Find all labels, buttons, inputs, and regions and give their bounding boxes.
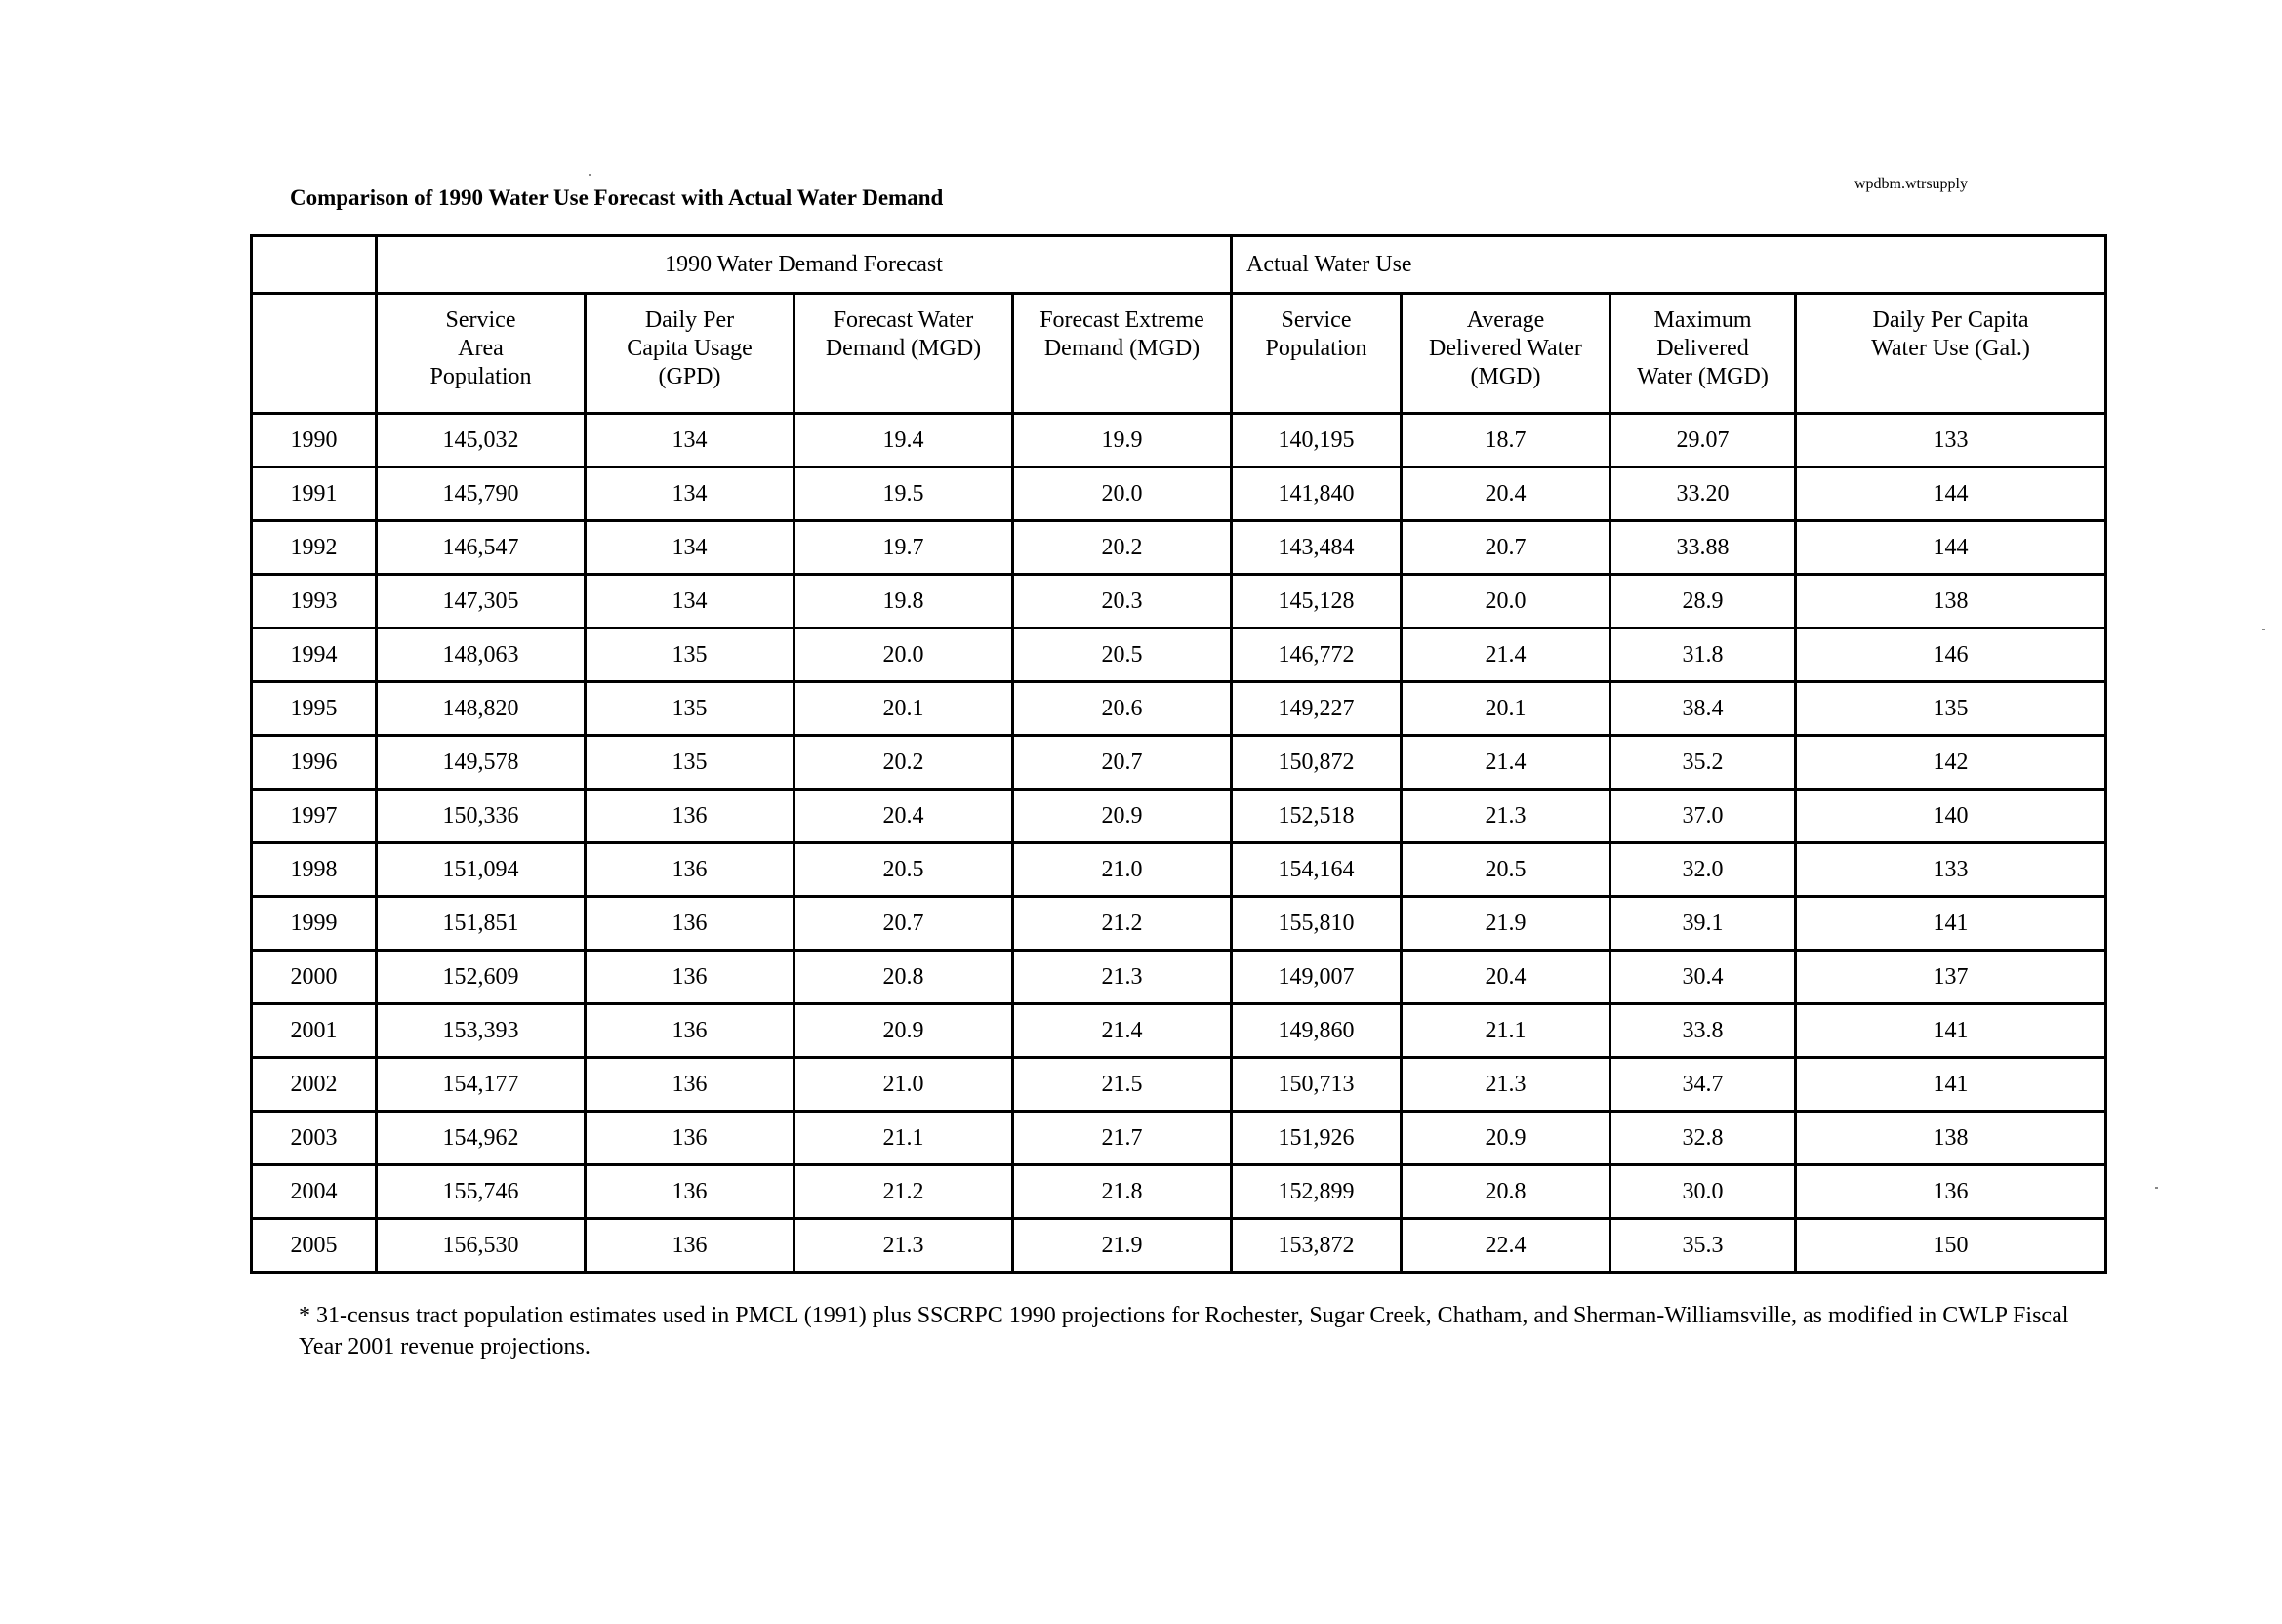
table-cell: 20.1	[795, 682, 1013, 736]
table-cell: 145,128	[1232, 575, 1402, 629]
table-cell: 21.1	[795, 1112, 1013, 1165]
table-cell: 18.7	[1402, 414, 1610, 467]
year-cell: 2004	[252, 1165, 377, 1219]
table-cell: 29.07	[1610, 414, 1796, 467]
table-cell: 38.4	[1610, 682, 1796, 736]
table-cell: 134	[586, 575, 795, 629]
table-cell: 20.1	[1402, 682, 1610, 736]
table-cell: 153,393	[377, 1004, 586, 1058]
group-header-row	[252, 236, 2106, 294]
table-row	[252, 575, 2106, 629]
table-cell: 20.6	[1013, 682, 1232, 736]
table-cell: 21.1	[1402, 1004, 1610, 1058]
year-cell: 2001	[252, 1004, 377, 1058]
table-cell: 151,851	[377, 897, 586, 951]
table-cell: 143,484	[1232, 521, 1402, 575]
table-row	[252, 790, 2106, 843]
table-cell: 136	[586, 1004, 795, 1058]
year-cell: 2003	[252, 1112, 377, 1165]
table-cell: 32.0	[1610, 843, 1796, 897]
table-cell: 153,872	[1232, 1219, 1402, 1273]
table-cell: 20.7	[1402, 521, 1610, 575]
column-header: Daily Per Capita Water Use (Gal.)	[1796, 294, 2106, 414]
table-cell: 21.4	[1013, 1004, 1232, 1058]
table-cell: 19.9	[1013, 414, 1232, 467]
table-cell: 136	[586, 951, 795, 1004]
table-cell: 147,305	[377, 575, 586, 629]
year-cell: 1992	[252, 521, 377, 575]
table-row	[252, 951, 2106, 1004]
table-cell: 19.5	[795, 467, 1013, 521]
year-cell: 2002	[252, 1058, 377, 1112]
table-cell: 145,032	[377, 414, 586, 467]
table-row	[252, 1112, 2106, 1165]
table-row	[252, 736, 2106, 790]
column-header: Service Area Population	[377, 294, 586, 414]
column-header: Forecast Extreme Demand (MGD)	[1013, 294, 1232, 414]
table-cell: 20.4	[795, 790, 1013, 843]
table-cell: 35.3	[1610, 1219, 1796, 1273]
table-cell: 150,336	[377, 790, 586, 843]
table-cell: 134	[586, 521, 795, 575]
table-cell: 138	[1796, 575, 2106, 629]
table-cell: 141	[1796, 1004, 2106, 1058]
table-body	[252, 414, 2106, 1273]
table-cell: 150,713	[1232, 1058, 1402, 1112]
table-cell: 154,164	[1232, 843, 1402, 897]
table-cell: 33.8	[1610, 1004, 1796, 1058]
table-cell: 20.4	[1402, 467, 1610, 521]
table-cell: 20.8	[795, 951, 1013, 1004]
table-cell: 21.4	[1402, 736, 1610, 790]
table-cell: 136	[586, 790, 795, 843]
table-cell: 20.9	[795, 1004, 1013, 1058]
table-cell: 20.2	[1013, 521, 1232, 575]
table-cell: 22.4	[1402, 1219, 1610, 1273]
table-cell: 20.0	[1402, 575, 1610, 629]
reference-code: wpdbm.wtrsupply	[1854, 176, 1968, 192]
table-cell: 145,790	[377, 467, 586, 521]
table-cell: 20.0	[1013, 467, 1232, 521]
table-cell: 140	[1796, 790, 2106, 843]
table-cell: 20.9	[1013, 790, 1232, 843]
table-cell: 154,962	[377, 1112, 586, 1165]
table-cell: 140,195	[1232, 414, 1402, 467]
table-cell: 141	[1796, 1058, 2106, 1112]
table-cell: 135	[586, 736, 795, 790]
table-cell: 136	[586, 1112, 795, 1165]
column-header: Service Population	[1232, 294, 1402, 414]
table-cell: 137	[1796, 951, 2106, 1004]
table-row	[252, 467, 2106, 521]
table-row	[252, 1165, 2106, 1219]
actual-group-header: Actual Water Use	[1232, 236, 2106, 294]
table-cell: 142	[1796, 736, 2106, 790]
table-cell: 39.1	[1610, 897, 1796, 951]
table-cell: 33.88	[1610, 521, 1796, 575]
table-cell: 134	[586, 414, 795, 467]
year-cell: 1991	[252, 467, 377, 521]
table-cell: 133	[1796, 843, 2106, 897]
scan-speck	[2155, 1187, 2158, 1189]
table-cell: 21.3	[795, 1219, 1013, 1273]
table-row	[252, 843, 2106, 897]
footnote: * 31-census tract population estimates used in PMCL (1991) plus SSCRPC 1990 projections for Rochester, Sugar Creek, Chatham, and Sherman-Williamsville, as modified in CWLP Fiscal Year 2001 revenue projections.	[299, 1303, 2069, 1360]
table-cell: 149,578	[377, 736, 586, 790]
table-cell: 152,899	[1232, 1165, 1402, 1219]
table-cell: 21.0	[795, 1058, 1013, 1112]
table-row	[252, 1219, 2106, 1273]
table-cell: 20.5	[1013, 629, 1232, 682]
corner-cell	[252, 236, 377, 294]
column-header: Daily Per Capita Usage (GPD)	[586, 294, 795, 414]
table-cell: 19.8	[795, 575, 1013, 629]
year-cell: 1997	[252, 790, 377, 843]
table-cell: 33.20	[1610, 467, 1796, 521]
table-cell: 146,772	[1232, 629, 1402, 682]
table-cell: 20.2	[795, 736, 1013, 790]
table-cell: 138	[1796, 1112, 2106, 1165]
table-cell: 152,609	[377, 951, 586, 1004]
table-row	[252, 682, 2106, 736]
table-cell: 141,840	[1232, 467, 1402, 521]
table-cell: 21.3	[1402, 1058, 1610, 1112]
table-cell: 28.9	[1610, 575, 1796, 629]
table-cell: 20.7	[795, 897, 1013, 951]
table-cell: 32.8	[1610, 1112, 1796, 1165]
table-cell: 136	[586, 1219, 795, 1273]
scan-speck	[589, 174, 591, 176]
column-header-row	[252, 294, 2106, 414]
table-cell: 20.9	[1402, 1112, 1610, 1165]
table-cell: 19.4	[795, 414, 1013, 467]
table-row	[252, 629, 2106, 682]
year-cell: 1999	[252, 897, 377, 951]
table-cell: 150,872	[1232, 736, 1402, 790]
table-cell: 31.8	[1610, 629, 1796, 682]
table-cell: 21.0	[1013, 843, 1232, 897]
table-cell: 149,227	[1232, 682, 1402, 736]
table-cell: 156,530	[377, 1219, 586, 1273]
table-cell: 21.2	[795, 1165, 1013, 1219]
table-cell: 148,820	[377, 682, 586, 736]
table-cell: 155,810	[1232, 897, 1402, 951]
table-cell: 148,063	[377, 629, 586, 682]
table-cell: 20.7	[1013, 736, 1232, 790]
table-cell: 149,860	[1232, 1004, 1402, 1058]
table-row	[252, 897, 2106, 951]
water-demand-table-container	[250, 234, 2104, 1274]
table-cell: 151,094	[377, 843, 586, 897]
table-cell: 21.8	[1013, 1165, 1232, 1219]
year-cell: 1995	[252, 682, 377, 736]
table-cell: 151,926	[1232, 1112, 1402, 1165]
year-cell: 1998	[252, 843, 377, 897]
table-cell: 136	[586, 1165, 795, 1219]
forecast-group-header: 1990 Water Demand Forecast	[377, 236, 1232, 294]
table-cell: 30.4	[1610, 951, 1796, 1004]
table-cell: 21.3	[1402, 790, 1610, 843]
table-row	[252, 521, 2106, 575]
table-cell: 154,177	[377, 1058, 586, 1112]
table-cell: 37.0	[1610, 790, 1796, 843]
table-cell: 20.5	[1402, 843, 1610, 897]
table-cell: 136	[586, 1058, 795, 1112]
table-cell: 150	[1796, 1219, 2106, 1273]
year-header-cell	[252, 294, 377, 414]
table-cell: 149,007	[1232, 951, 1402, 1004]
table-cell: 155,746	[377, 1165, 586, 1219]
year-cell: 1993	[252, 575, 377, 629]
year-cell: 1996	[252, 736, 377, 790]
table-cell: 135	[586, 629, 795, 682]
year-cell: 2005	[252, 1219, 377, 1273]
table-cell: 141	[1796, 897, 2106, 951]
year-cell: 1994	[252, 629, 377, 682]
table-cell: 133	[1796, 414, 2106, 467]
table-row	[252, 1004, 2106, 1058]
table-cell: 135	[1796, 682, 2106, 736]
table-cell: 21.9	[1402, 897, 1610, 951]
table-cell: 21.2	[1013, 897, 1232, 951]
table-cell: 21.4	[1402, 629, 1610, 682]
table-cell: 19.7	[795, 521, 1013, 575]
table-cell: 20.5	[795, 843, 1013, 897]
table-cell: 20.0	[795, 629, 1013, 682]
table-cell: 152,518	[1232, 790, 1402, 843]
table-cell: 20.3	[1013, 575, 1232, 629]
year-cell: 2000	[252, 951, 377, 1004]
table-cell: 144	[1796, 521, 2106, 575]
table-cell: 20.8	[1402, 1165, 1610, 1219]
water-demand-table	[250, 234, 2107, 1274]
table-cell: 134	[586, 467, 795, 521]
table-cell: 136	[586, 897, 795, 951]
table-cell: 146	[1796, 629, 2106, 682]
column-header: Forecast Water Demand (MGD)	[795, 294, 1013, 414]
table-row	[252, 1058, 2106, 1112]
document-title: Comparison of 1990 Water Use Forecast with Actual Water Demand	[290, 185, 944, 210]
table-cell: 21.7	[1013, 1112, 1232, 1165]
column-header: Maximum Delivered Water (MGD)	[1610, 294, 1796, 414]
table-cell: 136	[586, 843, 795, 897]
column-header: Average Delivered Water (MGD)	[1402, 294, 1610, 414]
table-cell: 34.7	[1610, 1058, 1796, 1112]
table-cell: 20.4	[1402, 951, 1610, 1004]
table-cell: 30.0	[1610, 1165, 1796, 1219]
table-cell: 146,547	[377, 521, 586, 575]
table-cell: 135	[586, 682, 795, 736]
table-cell: 35.2	[1610, 736, 1796, 790]
table-cell: 136	[1796, 1165, 2106, 1219]
year-cell: 1990	[252, 414, 377, 467]
scan-speck	[2262, 629, 2265, 630]
table-cell: 21.5	[1013, 1058, 1232, 1112]
table-cell: 21.3	[1013, 951, 1232, 1004]
table-cell: 21.9	[1013, 1219, 1232, 1273]
table-row	[252, 414, 2106, 467]
table-cell: 144	[1796, 467, 2106, 521]
